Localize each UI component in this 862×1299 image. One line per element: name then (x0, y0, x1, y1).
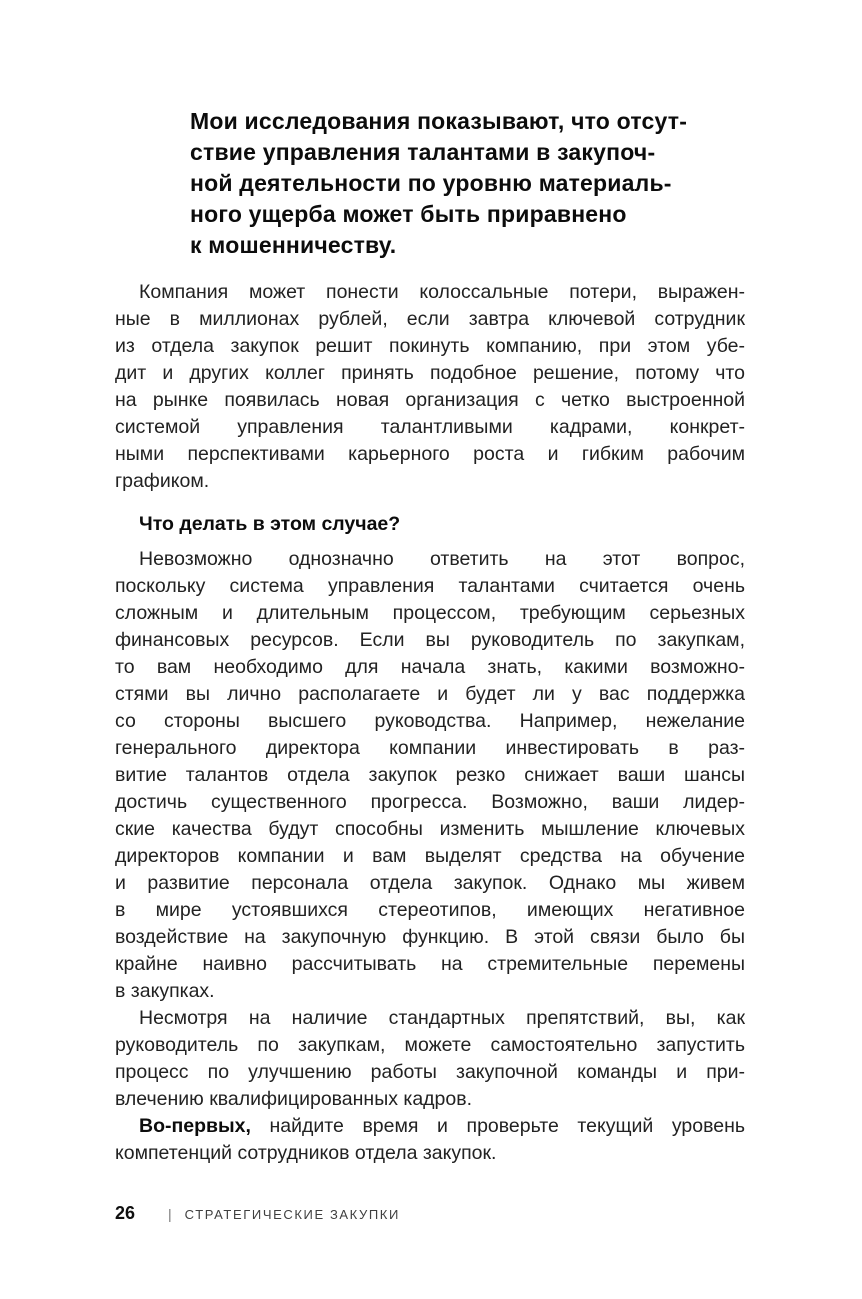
text-line: ного ущерба может быть приравнено (190, 201, 627, 227)
page-content (115, 106, 745, 1167)
text-line: из отдела закупок решит покинуть компанию, при этом убе- (115, 335, 745, 357)
text-line: процесс по улучшению работы закупочной команды и при- (115, 1061, 745, 1083)
text-line: ствие управления талантами в закупоч- (190, 139, 656, 165)
section-subheading: Что делать в этом случае? (139, 513, 401, 535)
text-line: влечению квалифицированных кадров. (115, 1088, 473, 1110)
text-line: со стороны высшего руководства. Например, нежелание (115, 710, 745, 732)
text-line: витие талантов отдела закупок резко снижает ваши шансы (115, 764, 745, 786)
text-line: Несмотря на наличие стандартных препятствий, вы, как (139, 1007, 745, 1029)
paragraph-first-step (115, 1113, 745, 1167)
text-line: достичь существенного прогресса. Возможно, ваши лидер- (115, 791, 745, 813)
text-line: то вам необходимо для начала знать, какими возможно- (115, 656, 745, 678)
text-line: системой управления талантливыми кадрами, конкрет- (115, 416, 745, 438)
text-line: к мошенничеству. (190, 232, 397, 258)
text-line: воздействие на закупочную функцию. В этой связи было бы (115, 926, 745, 948)
text-line: стями вы лично располагаете и будет ли у вас поддержка (115, 683, 745, 705)
text-line: крайне наивно рассчитывать на стремительные перемены (115, 953, 745, 975)
text-line: Компания может понести колоссальные потери, выражен- (139, 281, 745, 303)
text-line: ные в миллионах рублей, если завтра ключевой сотрудник (115, 308, 745, 330)
paragraph-company-losses (115, 279, 745, 495)
text-line: руководитель по закупкам, можете самостоятельно запустить (115, 1034, 745, 1056)
text-line: ские качества будут способны изменить мышление ключевых (115, 818, 745, 840)
text-line: Мои исследования показывают, что отсут- (190, 108, 688, 134)
page-number: 26 (115, 1203, 136, 1223)
text-line: финансовых ресурсов. Если вы руководитель по закупкам, (115, 629, 745, 651)
text-line: в мире устоявшихся стереотипов, имеющих негативное (115, 899, 745, 921)
paragraph-talent-system (115, 546, 745, 1005)
running-title: СТРАТЕГИЧЕСКИЕ ЗАКУПКИ (184, 1207, 400, 1222)
text-line: Во-первых, найдите время и проверьте текущий уровень (139, 1115, 745, 1137)
paragraph-obstacles (115, 1005, 745, 1113)
lead-quote (190, 106, 745, 261)
text-line: сложным и длительным процессом, требующим серьезных (115, 602, 745, 624)
text-line: поскольку система управления талантами считается очень (115, 575, 745, 597)
text-line: и развитие персонала отдела закупок. Однако мы живем (115, 872, 745, 894)
page-footer (115, 1203, 400, 1224)
text-line: Невозможно однозначно ответить на этот вопрос, (139, 548, 745, 570)
text-line: дит и других коллег принять подобное решение, потому что (115, 362, 745, 384)
text-line: директоров компании и вам выделят средства на обучение (115, 845, 745, 867)
text-line: в закупках. (115, 980, 215, 1002)
text-line: компетенций сотрудников отдела закупок. (115, 1142, 497, 1164)
footer-separator: | (168, 1206, 172, 1222)
text-line: графиком. (115, 470, 210, 492)
text-line: ными перспективами карьерного роста и гибким рабочим (115, 443, 745, 465)
text-line: генерального директора компании инвестировать в раз- (115, 737, 745, 759)
bold-lead-in: Во-первых, (139, 1115, 251, 1137)
text-line: ной деятельности по уровню материаль- (190, 170, 672, 196)
text-line: на рынке появилась новая организация с четко выстроенной (115, 389, 745, 411)
